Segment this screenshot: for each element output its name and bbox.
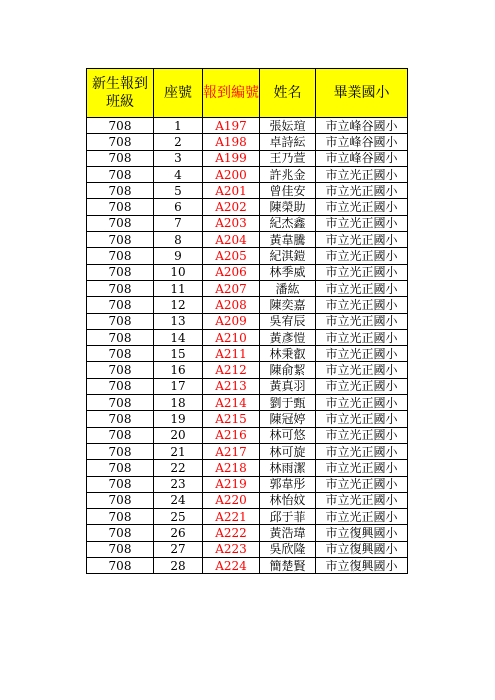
cell-school: 市立光正國小 bbox=[316, 476, 408, 492]
cell-reg-no: A197 bbox=[203, 118, 260, 134]
cell-class: 708 bbox=[87, 248, 154, 264]
cell-reg-no: A207 bbox=[203, 280, 260, 296]
cell-name: 紀杰鑫 bbox=[260, 215, 316, 231]
table-row bbox=[87, 509, 408, 525]
cell-name: 吳宥辰 bbox=[260, 313, 316, 329]
cell-seat: 8 bbox=[154, 232, 203, 248]
cell-reg-no: A206 bbox=[203, 264, 260, 280]
cell-class: 708 bbox=[87, 346, 154, 362]
table-row bbox=[87, 199, 408, 215]
table-row bbox=[87, 460, 408, 476]
cell-class: 708 bbox=[87, 297, 154, 313]
table-row bbox=[87, 443, 408, 459]
cell-class: 708 bbox=[87, 280, 154, 296]
cell-seat: 18 bbox=[154, 395, 203, 411]
cell-reg-no: A200 bbox=[203, 166, 260, 182]
cell-school: 市立光正國小 bbox=[316, 232, 408, 248]
cell-seat: 11 bbox=[154, 280, 203, 296]
cell-class: 708 bbox=[87, 215, 154, 231]
cell-name: 吳欣隆 bbox=[260, 541, 316, 557]
table-row bbox=[87, 541, 408, 557]
cell-school: 市立光正國小 bbox=[316, 443, 408, 459]
cell-school: 市立光正國小 bbox=[316, 362, 408, 378]
cell-seat: 28 bbox=[154, 558, 203, 574]
cell-seat: 12 bbox=[154, 297, 203, 313]
cell-reg-no: A205 bbox=[203, 248, 260, 264]
cell-name: 王乃萱 bbox=[260, 150, 316, 166]
cell-reg-no: A212 bbox=[203, 362, 260, 378]
cell-reg-no: A220 bbox=[203, 492, 260, 508]
cell-school: 市立光正國小 bbox=[316, 378, 408, 394]
cell-class: 708 bbox=[87, 558, 154, 574]
cell-school: 市立復興國小 bbox=[316, 541, 408, 557]
cell-class: 708 bbox=[87, 150, 154, 166]
cell-class: 708 bbox=[87, 395, 154, 411]
cell-school: 市立光正國小 bbox=[316, 297, 408, 313]
cell-class: 708 bbox=[87, 264, 154, 280]
header-seat: 座號 bbox=[154, 69, 203, 118]
cell-reg-no: A199 bbox=[203, 150, 260, 166]
cell-name: 陳榮助 bbox=[260, 199, 316, 215]
cell-seat: 1 bbox=[154, 118, 203, 134]
cell-school: 市立光正國小 bbox=[316, 346, 408, 362]
cell-reg-no: A211 bbox=[203, 346, 260, 362]
cell-class: 708 bbox=[87, 329, 154, 345]
table-row bbox=[87, 150, 408, 166]
cell-seat: 21 bbox=[154, 443, 203, 459]
cell-name: 林怡妏 bbox=[260, 492, 316, 508]
cell-school: 市立峰谷國小 bbox=[316, 150, 408, 166]
cell-class: 708 bbox=[87, 183, 154, 199]
cell-class: 708 bbox=[87, 427, 154, 443]
header-class bbox=[87, 69, 154, 118]
cell-class: 708 bbox=[87, 525, 154, 541]
table-row bbox=[87, 476, 408, 492]
cell-seat: 3 bbox=[154, 150, 203, 166]
cell-name: 林可旋 bbox=[260, 443, 316, 459]
cell-name: 劉于甄 bbox=[260, 395, 316, 411]
table-row bbox=[87, 346, 408, 362]
header-school: 畢業國小 bbox=[316, 69, 408, 118]
cell-seat: 19 bbox=[154, 411, 203, 427]
cell-name: 黃彥愷 bbox=[260, 329, 316, 345]
cell-reg-no: A218 bbox=[203, 460, 260, 476]
cell-name: 張妘瑄 bbox=[260, 118, 316, 134]
cell-reg-no: A201 bbox=[203, 183, 260, 199]
table-row bbox=[87, 411, 408, 427]
cell-school: 市立復興國小 bbox=[316, 525, 408, 541]
cell-seat: 5 bbox=[154, 183, 203, 199]
cell-name: 林秉叡 bbox=[260, 346, 316, 362]
cell-reg-no: A213 bbox=[203, 378, 260, 394]
cell-reg-no: A216 bbox=[203, 427, 260, 443]
cell-class: 708 bbox=[87, 134, 154, 150]
cell-name: 紀淇鎧 bbox=[260, 248, 316, 264]
cell-school: 市立光正國小 bbox=[316, 509, 408, 525]
table-row bbox=[87, 297, 408, 313]
header-row bbox=[87, 69, 408, 118]
cell-name: 林雨潔 bbox=[260, 460, 316, 476]
cell-reg-no: A210 bbox=[203, 329, 260, 345]
cell-school: 市立光正國小 bbox=[316, 395, 408, 411]
cell-name: 許兆金 bbox=[260, 166, 316, 182]
cell-school: 市立光正國小 bbox=[316, 248, 408, 264]
cell-name: 卓詩紜 bbox=[260, 134, 316, 150]
table-row bbox=[87, 395, 408, 411]
table-row bbox=[87, 232, 408, 248]
cell-seat: 4 bbox=[154, 166, 203, 182]
cell-school: 市立光正國小 bbox=[316, 215, 408, 231]
cell-school: 市立光正國小 bbox=[316, 280, 408, 296]
cell-school: 市立光正國小 bbox=[316, 313, 408, 329]
cell-school: 市立峰谷國小 bbox=[316, 134, 408, 150]
cell-name: 黃浩瑋 bbox=[260, 525, 316, 541]
table-row bbox=[87, 118, 408, 134]
cell-reg-no: A221 bbox=[203, 509, 260, 525]
cell-name: 陳俞絜 bbox=[260, 362, 316, 378]
cell-reg-no: A219 bbox=[203, 476, 260, 492]
header-name: 姓名 bbox=[260, 69, 316, 118]
cell-seat: 13 bbox=[154, 313, 203, 329]
cell-school: 市立光正國小 bbox=[316, 166, 408, 182]
table-row bbox=[87, 329, 408, 345]
cell-school: 市立光正國小 bbox=[316, 427, 408, 443]
table-row bbox=[87, 183, 408, 199]
header-class-line2: 班級 bbox=[106, 94, 134, 110]
cell-seat: 14 bbox=[154, 329, 203, 345]
cell-class: 708 bbox=[87, 313, 154, 329]
cell-class: 708 bbox=[87, 460, 154, 476]
cell-seat: 16 bbox=[154, 362, 203, 378]
cell-seat: 26 bbox=[154, 525, 203, 541]
cell-reg-no: A223 bbox=[203, 541, 260, 557]
table-row bbox=[87, 264, 408, 280]
cell-seat: 24 bbox=[154, 492, 203, 508]
cell-reg-no: A202 bbox=[203, 199, 260, 215]
cell-seat: 20 bbox=[154, 427, 203, 443]
table-row bbox=[87, 215, 408, 231]
table-row bbox=[87, 525, 408, 541]
cell-school: 市立復興國小 bbox=[316, 558, 408, 574]
cell-seat: 27 bbox=[154, 541, 203, 557]
cell-name: 林可悠 bbox=[260, 427, 316, 443]
cell-seat: 7 bbox=[154, 215, 203, 231]
cell-seat: 9 bbox=[154, 248, 203, 264]
cell-class: 708 bbox=[87, 411, 154, 427]
table-header bbox=[87, 69, 408, 118]
cell-school: 市立光正國小 bbox=[316, 264, 408, 280]
cell-reg-no: A214 bbox=[203, 395, 260, 411]
table-row bbox=[87, 248, 408, 264]
cell-reg-no: A224 bbox=[203, 558, 260, 574]
table-row bbox=[87, 558, 408, 574]
cell-name: 黃韋騰 bbox=[260, 232, 316, 248]
table-row bbox=[87, 427, 408, 443]
cell-school: 市立光正國小 bbox=[316, 183, 408, 199]
cell-seat: 15 bbox=[154, 346, 203, 362]
table-row bbox=[87, 492, 408, 508]
cell-name: 郭韋彤 bbox=[260, 476, 316, 492]
cell-class: 708 bbox=[87, 443, 154, 459]
cell-seat: 6 bbox=[154, 199, 203, 215]
cell-name: 邱于菲 bbox=[260, 509, 316, 525]
cell-class: 708 bbox=[87, 541, 154, 557]
cell-name: 陳冠婷 bbox=[260, 411, 316, 427]
cell-school: 市立光正國小 bbox=[316, 199, 408, 215]
cell-school: 市立光正國小 bbox=[316, 411, 408, 427]
cell-seat: 2 bbox=[154, 134, 203, 150]
cell-reg-no: A208 bbox=[203, 297, 260, 313]
table-row bbox=[87, 134, 408, 150]
cell-seat: 22 bbox=[154, 460, 203, 476]
cell-name: 簡楚賢 bbox=[260, 558, 316, 574]
cell-seat: 10 bbox=[154, 264, 203, 280]
table-row bbox=[87, 313, 408, 329]
student-roster-table bbox=[86, 68, 408, 574]
cell-class: 708 bbox=[87, 378, 154, 394]
cell-class: 708 bbox=[87, 362, 154, 378]
cell-name: 曾佳安 bbox=[260, 183, 316, 199]
cell-reg-no: A198 bbox=[203, 134, 260, 150]
cell-class: 708 bbox=[87, 199, 154, 215]
cell-class: 708 bbox=[87, 509, 154, 525]
cell-class: 708 bbox=[87, 166, 154, 182]
cell-school: 市立光正國小 bbox=[316, 329, 408, 345]
cell-reg-no: A222 bbox=[203, 525, 260, 541]
cell-reg-no: A217 bbox=[203, 443, 260, 459]
cell-reg-no: A203 bbox=[203, 215, 260, 231]
cell-reg-no: A204 bbox=[203, 232, 260, 248]
cell-class: 708 bbox=[87, 492, 154, 508]
cell-reg-no: A209 bbox=[203, 313, 260, 329]
cell-seat: 25 bbox=[154, 509, 203, 525]
cell-name: 黃真羽 bbox=[260, 378, 316, 394]
header-class-line1: 新生報到 bbox=[92, 76, 148, 92]
cell-seat: 23 bbox=[154, 476, 203, 492]
cell-school: 市立光正國小 bbox=[316, 492, 408, 508]
header-reg-no: 報到編號 bbox=[203, 69, 260, 118]
cell-school: 市立光正國小 bbox=[316, 460, 408, 476]
cell-name: 潘紘 bbox=[260, 280, 316, 296]
cell-reg-no: A215 bbox=[203, 411, 260, 427]
table-body bbox=[87, 118, 408, 574]
cell-name: 林季威 bbox=[260, 264, 316, 280]
cell-seat: 17 bbox=[154, 378, 203, 394]
table-row bbox=[87, 362, 408, 378]
cell-school: 市立峰谷國小 bbox=[316, 118, 408, 134]
cell-name: 陳奕嘉 bbox=[260, 297, 316, 313]
table-row bbox=[87, 378, 408, 394]
table-row bbox=[87, 280, 408, 296]
cell-class: 708 bbox=[87, 476, 154, 492]
cell-class: 708 bbox=[87, 118, 154, 134]
cell-class: 708 bbox=[87, 232, 154, 248]
table-row bbox=[87, 166, 408, 182]
